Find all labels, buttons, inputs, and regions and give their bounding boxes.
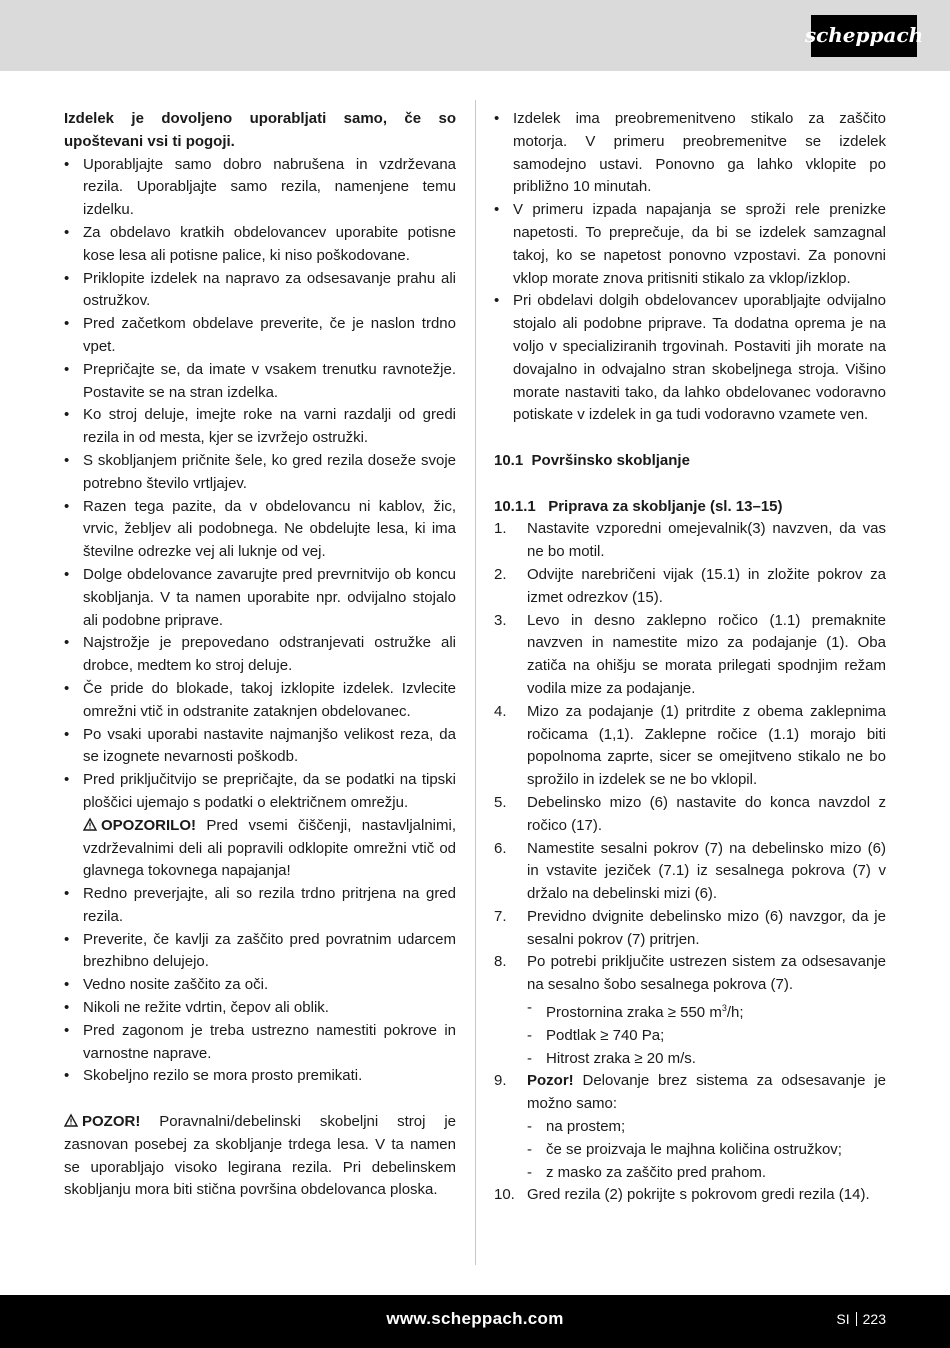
sub-item: - Hitrost zraka ≥ 20 m/s. <box>527 1049 696 1067</box>
steps-list <box>494 518 886 1207</box>
section-title: 10.1 Površinsko skobljanje <box>494 451 690 469</box>
warning-triangle-icon <box>83 818 97 831</box>
safety-list <box>64 154 456 815</box>
list-item: • Pred začetkom obdelave preverite, če je naslon trdno vpet. <box>64 315 456 355</box>
page-number <box>836 1311 886 1327</box>
warning-triangle-icon <box>64 1114 78 1127</box>
list-item: • Pri obdelavi dolgih obdelovancev uporabljajte odvijalno stojalo ali podobne priprave. Ta dodatna oprema je na voljo v specializiranih trgovinah. Postaviti jih morate na dovajalno in odvajalno stran skobeljnega stroja. Višino morate nastaviti tako, da lahko obdelovanec vodoravno potiskate v izdelek in ga tudi vodoravno vzamete ven. <box>494 292 886 424</box>
sub-item: - Prostornina zraka ≥ 550 $m^3/h$; <box>527 999 744 1022</box>
list-item: • Preverite, če kavlji za zaščito pred povratnim udarcem brezhibno delujejo. <box>64 930 456 971</box>
step-item: 3. Levo in desno zaklepno ročico (1.1) premaknite navzven in namestite mizo za podajanje (1). Oba zatiča na ohišju se morata prilegati spodnjim režam vodila mize za podajanje. <box>494 611 886 697</box>
list-item: • S skobljanjem pričnite šele, ko gred rezila doseže svoje potrebno število vrtljajev. <box>64 451 456 492</box>
footer-url: www.scheppach.com <box>386 1309 564 1328</box>
caution-note <box>64 1111 456 1202</box>
list-item: • Pred priključitvijo se prepričajte, da se podatki na tipski ploščici ujemajo s podatki o električnem omrežju. <box>64 771 456 811</box>
list-item: • Izdelek ima preobremenitveno stikalo za zaščito motorja. V primeru preobremenitve se izdelek samodejno ustavi. Ponovno ga lahko vklopite po približno 10 minutah. <box>494 110 886 196</box>
subsection-title: 10.1.1 Priprava za skobljanje (sl. 13–15) <box>494 497 783 515</box>
step-item: 6. Namestite sesalni pokrov (7) na debelinsko mizo (6) in vstavite jeziček (7.1) iz sesalnega pokrova (7) v držalo na debelinski mizi (6). <box>494 839 886 903</box>
caution-label: POZOR! <box>82 1113 141 1131</box>
step8-sublist <box>527 997 886 1070</box>
list-item: • Prepričajte se, da imate v vsakem trenutku ravnotežje. Postavite se na stran izdelka. <box>64 360 456 401</box>
sub-item: - če se proizvaja le majhna količina ostružkov; <box>527 1140 842 1158</box>
column-divider <box>475 100 476 1265</box>
step-item: 1. Nastavite vzporedni omejevalnik(3) navzven, da vas ne bo motil. <box>494 520 886 561</box>
sub-item: - na prostem; <box>527 1118 626 1136</box>
list-item: • Razen tega pazite, da v obdelovancu ni kablov, žic, vrvic, žebljev ali podobnega. Ne obdelujte lesa, ki ima številne odrezke vej ali luknje od vej. <box>64 497 456 561</box>
language-code: SI <box>836 1311 850 1327</box>
right-column <box>494 108 886 1207</box>
list-item: • Vedno nosite zaščito za oči. <box>64 976 269 994</box>
step-item: 4. Mizo za podajanje (1) pritrdite z obema zaklepnima ročicama (1,1). Zaklepne ročice (1.1) morajo biti popolnoma zaprte, sicer se omejitveno stikalo ne bo sprožilo in izdelek se ne bo vklopil. <box>494 702 886 789</box>
sub-item: - Podtlak ≥ 740 Pa; <box>527 1026 665 1044</box>
list-item: • Če pride do blokade, takoj izklopite izdelek. Izvlecite omrežni vtič in odstranite zataknjen obdelovanec. <box>64 679 456 720</box>
list-item: • Najstrožje je prepovedano odstranjevati ostružke ali drobce, medtem ko stroj deluje. <box>64 634 456 675</box>
list-item: • Dolge obdelovance zavarujte pred prevrnitvijo ob koncu skobljanja. V ta namen uporabite npr. odvijalno stojalo ali podobne priprave. <box>64 565 456 629</box>
warning-note <box>64 815 456 883</box>
intro-text: Izdelek je dovoljeno uporabljati samo, če so upoštevani vsi ti pogoji. <box>64 110 456 150</box>
list-item: • Pred zagonom je treba ustrezno namestiti pokrove in varnostne naprave. <box>64 1021 456 1062</box>
logo-text: scheppach <box>804 23 924 47</box>
footer-separator <box>856 1312 857 1326</box>
list-item: • V primeru izpada napajanja se sproži rele prenizke napetosti. To preprečuje, da bi se izdelek samzagnal takoj, ko se napetost ponovno vzpostavi. Za ponovni vklop morate znova pritisniti stikalo za vklop/izklop. <box>494 201 886 287</box>
step-item: 2. Odvijte narebričeni vijak (15.1) in zložite pokrov za izmet odrezkov (15). <box>494 565 886 606</box>
list-item: • Ko stroj deluje, imejte roke na varni razdalji od gredi rezila in od mesta, kjer se izvržejo ostružki. <box>64 406 456 447</box>
left-column <box>64 108 456 1202</box>
list-item: • Priklopite izdelek na napravo za odsesavanje prahu ali ostružkov. <box>64 269 456 310</box>
footer <box>0 1295 950 1348</box>
warning-label: OPOZORILO! <box>101 816 196 834</box>
step-item: 10. Gred rezila (2) pokrijte s pokrovom gredi rezila (14). <box>494 1186 870 1204</box>
list-item: • Skobeljno rezilo se mora prosto premikati. <box>64 1067 363 1085</box>
list-item: • Redno preverjajte, ali so rezila trdno pritrjena na gred rezila. <box>64 885 456 925</box>
list-item: • Nikoli ne režite vdrtin, čepov ali oblik. <box>64 999 329 1017</box>
scheppach-logo <box>804 15 924 57</box>
step-item: 5. Debelinsko mizo (6) nastavite do konca navzdol z ročico (17). <box>494 793 886 834</box>
list-item: • Uporabljajte samo dobro nabrušena in vzdrževana rezila. Uporabljajte samo rezila, namenjene temu izdelku. <box>64 155 456 219</box>
sub-item: - z masko za zaščito pred prahom. <box>527 1163 767 1181</box>
step9-sublist <box>527 1116 886 1184</box>
step-item: 7. Previdno dvignite debelinsko mizo (6) navzgor, da je sesalni pokrov (7) pritrjen. <box>494 907 886 948</box>
step-item: 9. Pozor! Delovanje brez sistema za odsesavanje je možno samo: - na prostem; - če se proizvaja le majhna količina ostružkov; - z masko za zaščito pred prahom. <box>494 1070 886 1184</box>
list-item: • Po vsaki uporabi nastavite najmanjšo velikost reza, da se izognete nevarnosti poškodb. <box>64 725 456 766</box>
step-item: 8. Po potrebi priključite ustrezen sistem za odsesavanje na sesalno šobo sesalnega pokrova (7). - Prostornina zraka ≥ 550 $m^3/h$; - Podtlak ≥ 740 Pa; - Hitrost zraka ≥ 20 m/s. <box>494 951 886 1070</box>
list-item: • Za obdelavo kratkih obdelovancev uporabite potisne kose lesa ali potisne palice, ki niso poškodovane. <box>64 223 456 264</box>
caution-text: Poravnalni/debelinski skobeljni stroj je zasnovan posebej za skobljanje trdega lesa. V ta namen se uporabljajo visoko legirana rezila. Pri debelinskem skobljanju mora biti stična površina obdelovanca ploska. <box>64 1113 456 1199</box>
warning-text: Pred vsemi čiščenji, nastavljalnimi, vzdrževalnimi deli ali popravili odklopite omrežni vtič od glavnega tokovnega napajanja! <box>83 816 456 880</box>
safety-list-2 <box>64 883 456 1088</box>
overload-list <box>494 108 886 427</box>
page-num: 223 <box>862 1311 886 1327</box>
